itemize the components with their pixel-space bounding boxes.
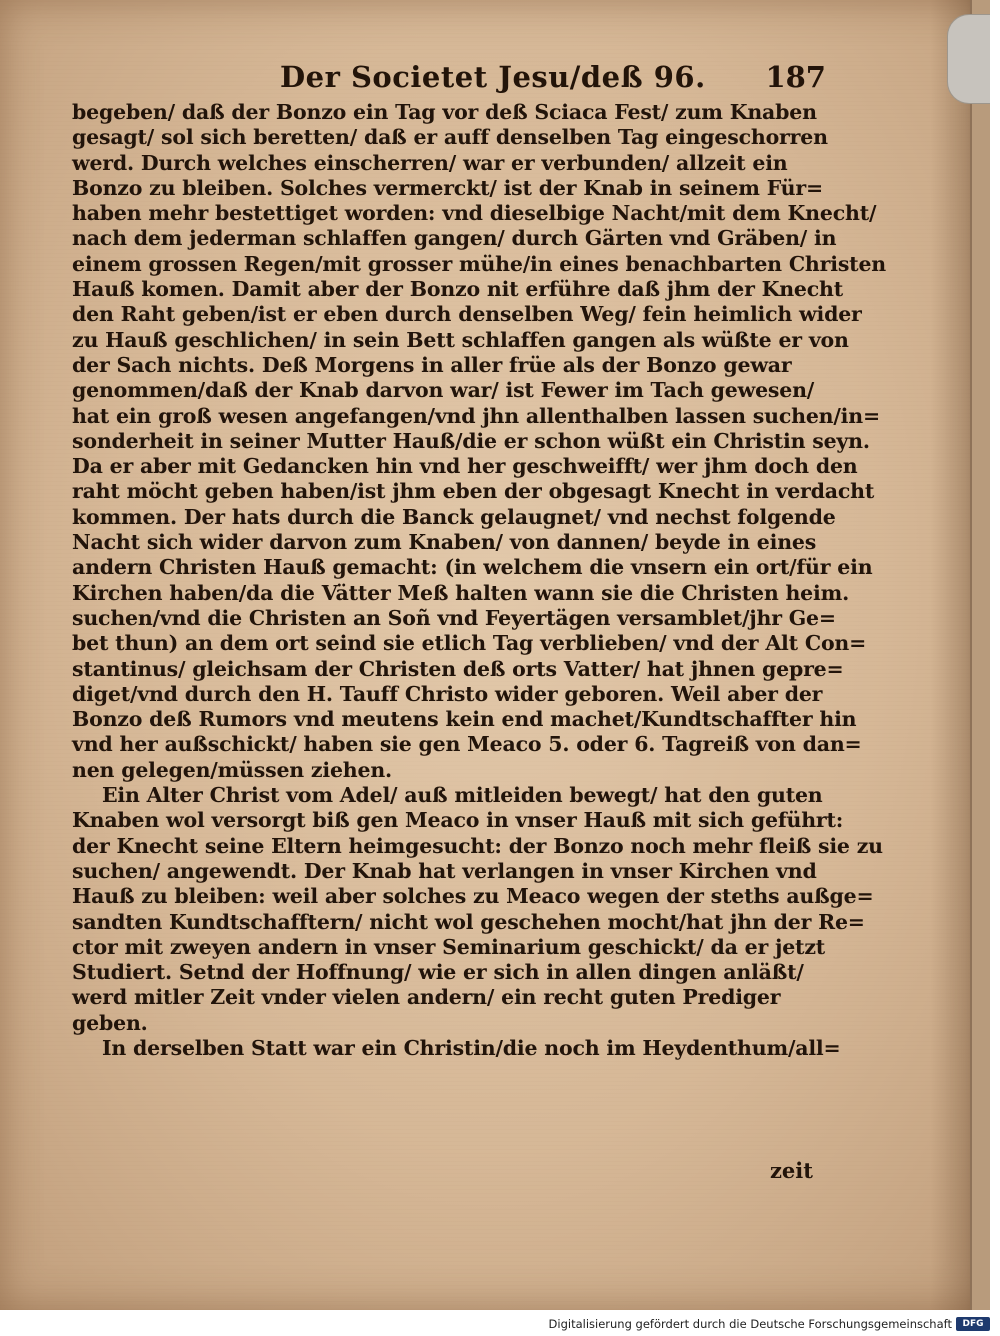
text-line: Da er aber mit Gedancken hin vnd her geschweifft/ wer jhm doch den	[72, 454, 858, 479]
text-line: der Knecht seine Eltern heimgesucht: der Bonzo noch mehr fleiß sie zu	[72, 833, 883, 858]
text-line: stantinus/ gleichsam der Christen deß orts Vatter/ hat jhnen gepre=	[72, 656, 844, 681]
page-tab	[947, 14, 990, 104]
text-line: andern Christen Hauß gemacht: (in welchem die vnsern ein ort/für ein	[72, 555, 873, 580]
catchword: zeit	[770, 1158, 813, 1183]
text-line: suchen/vnd die Christen an Soñ vnd Feyertägen versamblet/jhr Ge=	[72, 605, 836, 630]
text-line: suchen/ angewendt. Der Knab hat verlangen in vnser Kirchen vnd	[72, 858, 817, 883]
page-header	[90, 58, 830, 98]
paragraph-3	[72, 1035, 841, 1061]
text-line: Knaben wol versorgt biß gen Meaco in vnser Hauß mit sich geführt:	[72, 808, 844, 833]
text-line: werd mitler Zeit vnder vielen andern/ ein recht guten Prediger	[72, 985, 781, 1010]
funding-credit: Digitalisierung gefördert durch die Deutsche Forschungsgemeinschaft	[548, 1317, 952, 1331]
text-line: hat ein groß wesen angefangen/vnd jhn allenthalben lassen suchen/in=	[72, 403, 880, 428]
text-line: genommen/daß der Knab darvon war/ ist Fewer im Tach gewesen/	[72, 378, 815, 403]
body-text	[72, 100, 886, 1061]
text-line: gesagt/ sol sich beretten/ daß er auff denselben Tag eingeschorren	[72, 125, 828, 150]
page-number: 187	[765, 60, 826, 94]
text-line: nen gelegen/müssen ziehen.	[72, 757, 392, 782]
text-line: zu Hauß geschlichen/ in sein Bett schlaffen gangen als wüßte er von	[72, 327, 849, 352]
text-line: Ein Alter Christ vom Adel/ auß mitleiden bewegt/ hat den guten	[102, 783, 823, 808]
text-line: diget/vnd durch den H. Tauff Christo wider geboren. Weil aber der	[72, 681, 823, 706]
text-line: haben mehr bestettiget worden: vnd dieselbige Nacht/mit dem Knecht/	[72, 201, 877, 226]
text-line: vnd her außschickt/ haben sie gen Meaco 5. oder 6. Tagreiß von dan=	[72, 732, 862, 757]
text-line: einem grossen Regen/mit grosser mühe/in eines benachbarten Christen	[72, 251, 886, 276]
text-line: Bonzo zu bleiben. Solches vermerckt/ ist der Knab in seinem Für=	[72, 175, 823, 200]
text-line: Nacht sich wider darvon zum Knaben/ von dannen/ beyde in eines	[72, 530, 817, 555]
text-line: der Sach nichts. Deß Morgens in aller früe als der Bonzo gewar	[72, 352, 792, 377]
text-line: ctor mit zweyen andern in vnser Seminarium geschickt/ da er jetzt	[72, 934, 826, 959]
running-head: Der Societet Jesu/deß 96.	[280, 60, 706, 94]
text-line: In derselben Statt war ein Christin/die noch im Heydenthum/all=	[102, 1035, 841, 1060]
text-line: nach dem jederman schlaffen gangen/ durch Gärten vnd Gräben/ in	[72, 226, 837, 251]
text-line: begeben/ daß der Bonzo ein Tag vor deß Sciaca Fest/ zum Knaben	[72, 100, 817, 124]
text-line: Bonzo deß Rumors vnd meutens kein end machet/Kundtschaffter hin	[72, 707, 857, 732]
text-line: sonderheit in seiner Mutter Hauß/die er schon wüßt ein Christin seyn.	[72, 428, 870, 453]
text-line: Hauß komen. Damit aber der Bonzo nit erführe daß jhm der Knecht	[72, 277, 844, 302]
text-line: kommen. Der hats durch die Banck gelaugnet/ vnd nechst folgende	[72, 504, 836, 529]
text-line: geben.	[72, 1010, 148, 1035]
text-line: sandten Kundtschafftern/ nicht wol geschehen mocht/hat jhn der Re=	[72, 909, 865, 934]
text-line: bet thun) an dem ort seind sie etlich Tag verblieben/ vnd der Alt Con=	[72, 631, 867, 656]
paragraph-2	[72, 783, 883, 1036]
text-line: Studiert. Setnd der Hoffnung/ wie er sich in allen dingen anläßt/	[72, 960, 804, 985]
text-line: raht möcht geben haben/ist jhm eben der obgesagt Knecht in verdacht	[72, 479, 875, 504]
page-edge	[970, 0, 990, 1310]
paragraph-1	[72, 100, 886, 783]
text-line: Hauß zu bleiben: weil aber solches zu Meaco wegen der steths außge=	[72, 884, 874, 909]
footer	[0, 1314, 1000, 1336]
text-line: den Raht geben/ist er eben durch denselben Weg/ fein heimlich wider	[72, 302, 862, 327]
dfg-logo: DFG	[956, 1317, 990, 1331]
text-line: Kirchen haben/da die Vätter Meß halten wann sie die Christen heim.	[72, 580, 850, 605]
text-line: werd. Durch welches einscherren/ war er verbunden/ allzeit ein	[72, 150, 788, 175]
